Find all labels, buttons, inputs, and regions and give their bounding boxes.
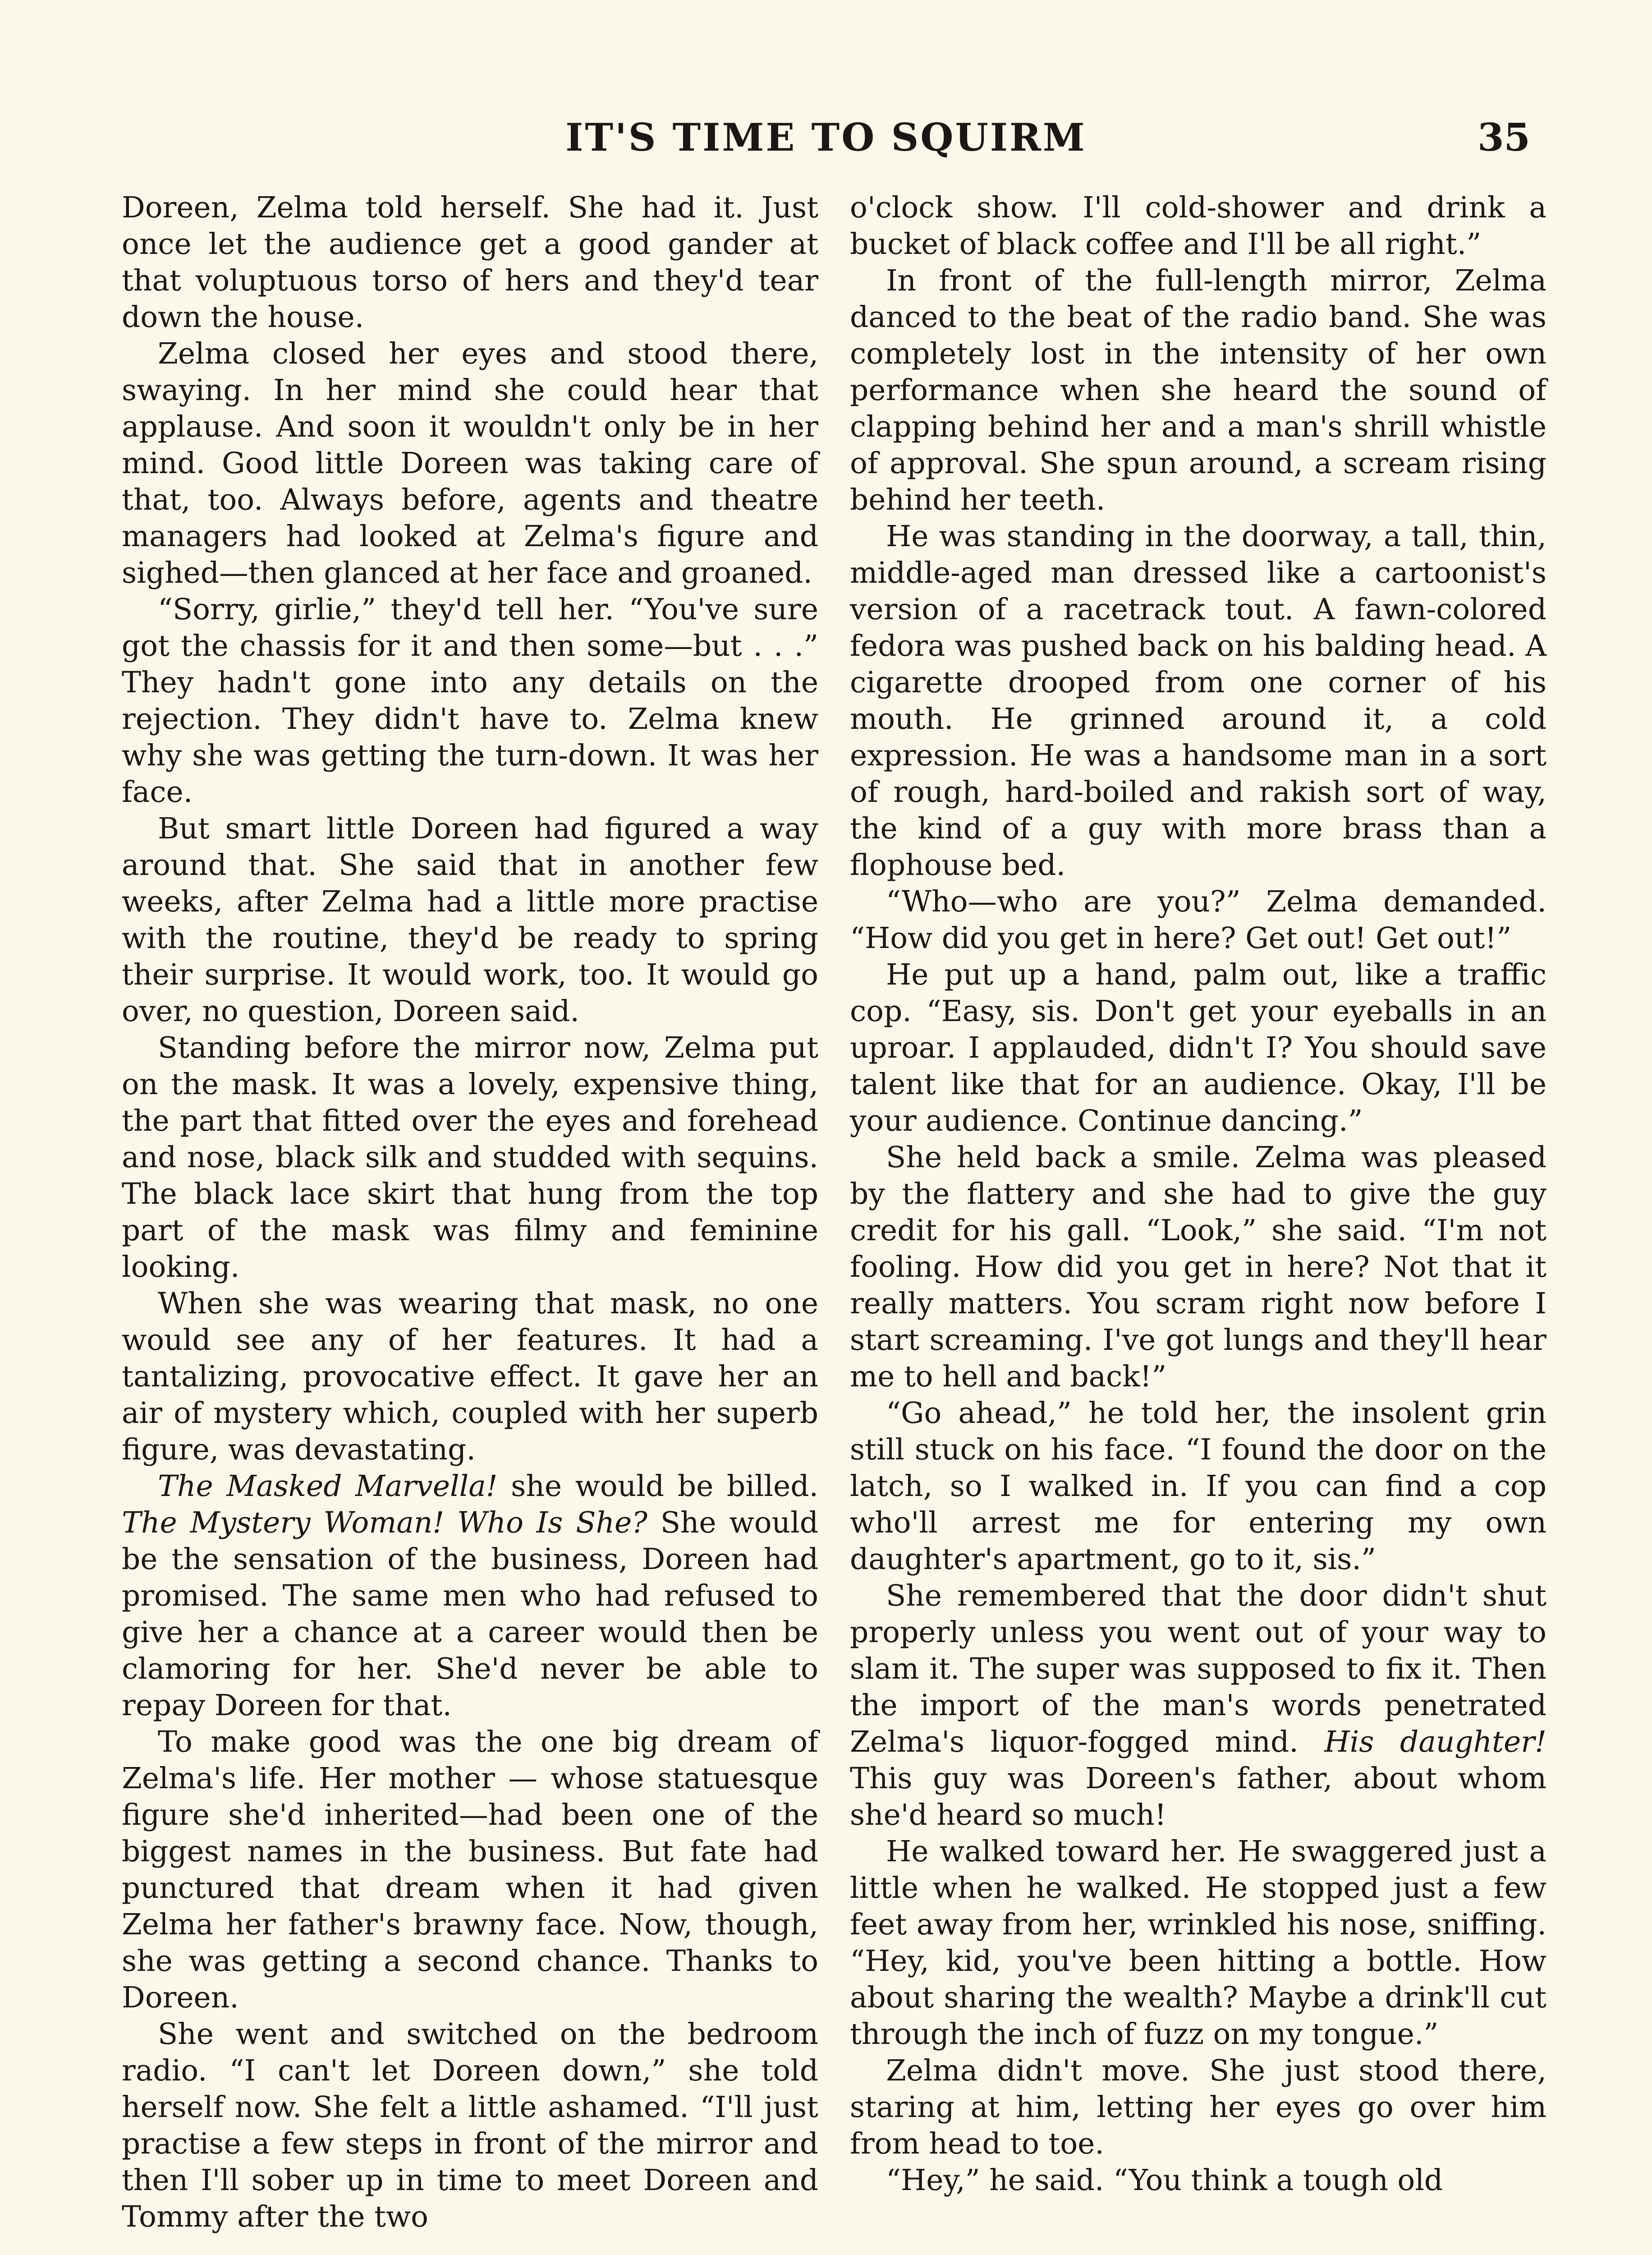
paragraph: “Who—who are you?” Zelma demanded. “How did you get in here? Get out! Get out!” — [850, 885, 1546, 955]
paragraph: o'clock show. I'll cold-shower and drink a bucket of black coffee and I'll be all right.” — [850, 191, 1546, 261]
paragraph: She went and switched on the bedroom radio. “I can't let Doreen down,” she told herself now. She felt a little ashamed. “I'll just practise a few steps in front of the mirror and then I'll sober up in time to meet Doreen and Tommy after the two — [122, 2017, 818, 2234]
paragraph: Doreen, Zelma told herself. She had it. Just once let the audience get a good gander at that voluptuous torso of hers and they'd tear down the house. — [122, 191, 818, 334]
paragraph: She held back a smile. Zelma was pleased by the flattery and she had to give the guy credit for his gall. “Look,” she said. “I'm not fooling. How did you get in here? Not that it really matters. You scram right now before I start screaming. I've got lungs and they'll hear me to hell and back!” — [850, 1141, 1546, 1394]
paragraph: In front of the full-length mirror, Zelma danced to the beat of the radio band. She was completely lost in the intensity of her own performance when she heard the sound of clapping behind her and a man's shrill whistle of approval. She spun around, a scream rising behind her teeth. — [850, 264, 1546, 517]
left-column — [122, 189, 818, 2235]
paragraph: “Sorry, girlie,” they'd tell her. “You've sure got the chassis for it and then some—but . . .” They hadn't gone into any details on the rejection. They didn't have to. Zelma knew why she was getting the turn-down. It was her face. — [122, 593, 818, 809]
paragraph: “Hey,” he said. “You think a tough old — [886, 2163, 1443, 2197]
paragraph-text: This guy was Doreen's father, about whom she'd heard so much! — [850, 1762, 1546, 1832]
page-header — [0, 115, 1652, 169]
paragraph: Zelma didn't move. She just stood there, staring at him, letting her eyes go over him from head to toe. — [850, 2054, 1546, 2161]
paragraph: But smart little Doreen had figured a way around that. She said that in another few weeks, after Zelma had a little more practise with the routine, they'd be ready to spring their surprise. It would work, too. It would go over, no question, Doreen said. — [122, 812, 818, 1028]
paragraph: He walked toward her. He swaggered just a little when he walked. He stopped just a few feet away from her, wrinkled his nose, sniffing. “Hey, kid, you've been hitting a bottle. How about sharing the wealth? Maybe a drink'll cut through the inch of fuzz on my tongue.” — [850, 1835, 1546, 2051]
paragraph: When she was wearing that mask, no one would see any of her features. It had a tantalizing, provocative effect. It gave her an air of mystery which, coupled with her superb figure, was devastating. — [122, 1287, 818, 1467]
paragraph: He was standing in the doorway, a tall, thin, middle-aged man dressed like a cartoonist's version of a racetrack tout. A fawn-colored fedora was pushed back on his balding head. A cigarette drooped from one corner of his mouth. He grinned around it, a cold expression. He was a handsome man in a sort of rough, hard-boiled and rakish sort of way, the kind of a guy with more brass than a flophouse bed. — [850, 520, 1546, 882]
paragraph-text: She remembered that the door didn't shut properly unless you went out of your way to slam it. The super was supposed to fix it. Then the import of the man's words penetrated Zelma's liquor-fogged mind. — [850, 1579, 1546, 1759]
right-column — [850, 189, 1546, 2199]
paragraph — [850, 1578, 1546, 1833]
italic-text: The Masked Marvella! — [158, 1469, 498, 1503]
italic-text: The Mystery Woman! Who Is She? — [122, 1506, 647, 1540]
paragraph: Standing before the mirror now, Zelma put on the mask. It was a lovely, expensive thing, the part that fitted over the eyes and forehead and nose, black silk and studded with sequins. The black lace skirt that hung from the top part of the mask was filmy and feminine looking. — [122, 1031, 818, 1284]
paragraph: Zelma closed her eyes and stood there, swaying. In her mind she could hear that applause. And soon it wouldn't only be in her mind. Good little Doreen was taking care of that, too. Always before, agents and theatre managers had looked at Zelma's figure and sighed—then glanced at her face and groaned. — [122, 337, 818, 590]
paragraph: He put up a hand, palm out, like a traffic cop. “Easy, sis. Don't get your eyeballs in an uproar. I applauded, didn't I? You should save talent like that for an audience. Okay, I'll be your audience. Continue dancing.” — [850, 958, 1546, 1138]
paragraph-text: she would be billed. — [497, 1469, 819, 1503]
paragraph: “Go ahead,” he told her, the insolent grin still stuck on his face. “I found the door on the latch, so I walked in. If you can find a cop who'll arrest me for entering my own daughter's apartment, go to it, sis.” — [850, 1396, 1546, 1576]
paragraph-text: She would be the sensation of the business, Doreen had promised. The same men who had refused to give her a chance at a career would then be clamoring for her. She'd never be able to repay Doreen for that. — [122, 1506, 818, 1722]
italic-text: His daughter! — [1324, 1725, 1547, 1759]
page-number: 35 — [1478, 115, 1530, 160]
paragraph: To make good was the one big dream of Zelma's life. Her mother — whose statuesque figure she'd inherited—had been one of the biggest names in the business. But fate had punctured that dream when it had given Zelma her father's brawny face. Now, though, she was getting a second chance. Thanks to Doreen. — [122, 1725, 818, 2015]
paragraph — [122, 1468, 818, 1724]
running-head: IT'S TIME TO SQUIRM — [565, 115, 1087, 160]
